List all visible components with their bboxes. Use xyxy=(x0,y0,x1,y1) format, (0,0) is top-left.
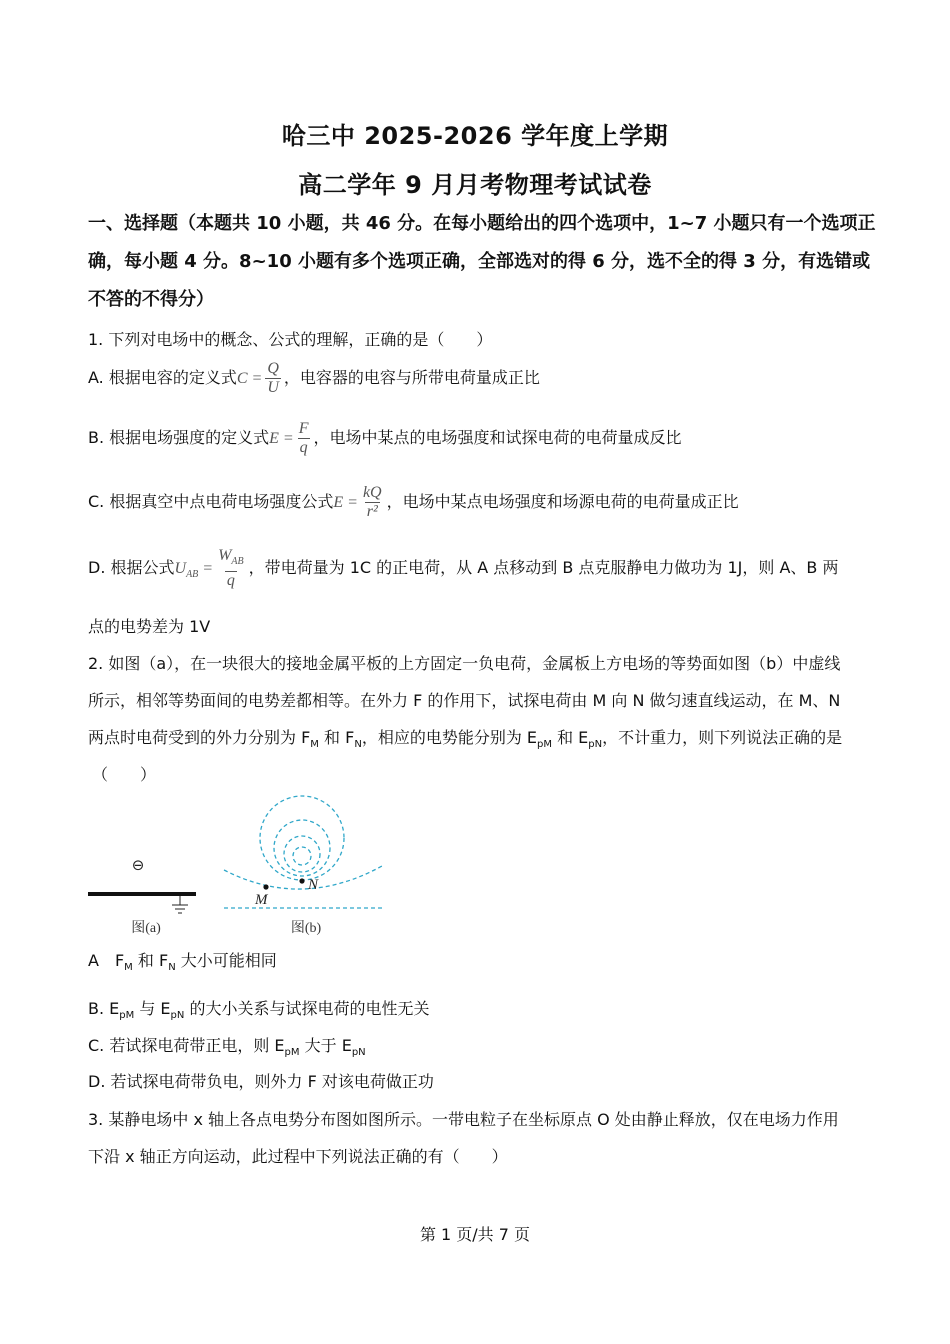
q1-b-denominator: q xyxy=(299,439,308,456)
q1-d-numerator xyxy=(216,547,246,571)
q2-option-b xyxy=(88,996,878,1021)
q1-a-numerator: Q xyxy=(267,360,279,377)
q1-stem: 1. 下列对电场中的概念、公式的理解，正确的是（ ） xyxy=(88,330,493,349)
exam-title-line2: 高二学年 9 月月考物理考试试卷 xyxy=(298,171,652,199)
q1-a-prefix: A. 根据电容的定义式 xyxy=(88,368,237,387)
figure-b-label: 图(b) xyxy=(290,921,322,936)
q1-b-numerator: F xyxy=(298,420,309,437)
q2-l3-i: ，不计重力，则下列说法正确的是 xyxy=(602,728,843,747)
q1-d-fraction xyxy=(216,547,246,590)
q2-a-sub-m: M xyxy=(124,962,133,974)
q1-b-text: ，电场中某点的电场强度和试探电荷的电荷量成反比 xyxy=(313,428,682,447)
q2-l3-g: 和 E xyxy=(552,728,589,747)
q1-a-text: ，电容器的电容与所带电荷量成正比 xyxy=(283,368,540,387)
point-m-marker xyxy=(263,884,268,889)
q2-l3-sub-m: M xyxy=(310,739,319,751)
q1-option-a xyxy=(88,360,878,397)
q1-b-prefix: B. 根据电场强度的定义式 xyxy=(88,428,270,447)
q1-option-c xyxy=(88,484,878,521)
equipotential-curve xyxy=(224,866,382,889)
point-m-label: M xyxy=(255,892,268,908)
q2-b-sub-pn: pN xyxy=(170,1010,185,1022)
q1-c-prefix: C. 根据真空中点电荷电场强度公式 xyxy=(88,492,334,511)
q2-stem-line3 xyxy=(88,725,878,750)
q3-stem-line2: 下沿 x 轴正方向运动，此过程中下列说法正确的有（ ） xyxy=(88,1147,508,1166)
q2-c-1: C. 若试探电荷带正电，则 E xyxy=(88,1036,285,1055)
q1-a-fraction xyxy=(265,360,281,397)
q2-option-d: D. 若试探电荷带负电，则外力 F 对该电荷做正功 xyxy=(88,1072,434,1091)
metal-plate xyxy=(88,892,196,896)
equipotential-circle-1 xyxy=(260,796,344,880)
q1-a-denominator: U xyxy=(267,379,279,396)
figure-a xyxy=(88,856,196,936)
q2-l3-sub-pn: pN xyxy=(588,739,603,751)
q2-a-sub-n: N xyxy=(168,962,176,974)
q2-option-a xyxy=(88,948,878,973)
q1-option-d-cont: 点的电势差为 1V xyxy=(88,617,211,636)
q2-figure xyxy=(84,792,394,942)
q1-d-formula-lhs: $U_{AB}$ = xyxy=(174,560,214,581)
q1-option-b xyxy=(88,420,878,457)
q2-option-c xyxy=(88,1033,878,1058)
q1-d-denominator: q xyxy=(226,572,235,590)
section-heading: 一、选择题（本题共 10 小题，共 46 分。在每小题给出的四个选项中，1~7 小题只有一个选项正确，每小题 4 分。8~10 小题有多个选项正确，全部选对的得 6 分，选不全的得 3 分，有选错或不答的不得分） xyxy=(88,213,876,310)
q2-stem-line2: 所示，相邻等势面间的电势差都相等。在外力 F 的作用下，试探电荷由 M 向 N 做匀速直线运动，在 M、N xyxy=(88,691,841,710)
equipotential-circle-4 xyxy=(293,847,311,865)
q2-b-sub-pm: pM xyxy=(119,1010,135,1022)
q2-l3-e: ，相应的电势能分别为 E xyxy=(361,728,538,747)
q1-d-prefix: D. 根据公式 xyxy=(88,558,175,578)
q1-c-denominator: r² xyxy=(366,503,378,520)
q2-l3-a: 两点时电荷受到的外力分别为 F xyxy=(88,728,311,747)
q2-b-1: B. E xyxy=(88,999,120,1018)
q2-c-2: 大于 E xyxy=(299,1036,352,1055)
q1-c-text: ，电场中某点电场强度和场源电荷的电荷量成正比 xyxy=(386,492,739,511)
q2-stem-line1: 2. 如图（a），在一块很大的接地金属平板的上方固定一负电荷，金属板上方电场的等势面如图（b）中虚线 xyxy=(88,654,841,673)
negative-charge-icon: ⊖ xyxy=(131,856,145,874)
q2-answer-blank: （ ） xyxy=(92,765,157,784)
q1-d-num-symbol: W xyxy=(218,547,232,564)
q2-l3-sub-pm: pM xyxy=(537,739,552,751)
equipotential-circle-2 xyxy=(274,820,330,876)
q2-a-3: 大小可能相同 xyxy=(175,951,277,970)
q2-l3-sub-n: N xyxy=(354,739,362,751)
exam-title-line1: 哈三中 2025-2026 学年度上学期 xyxy=(281,122,669,150)
q1-d-lhs-subscript: AB xyxy=(186,569,199,581)
figure-a-label: 图(a) xyxy=(131,921,161,936)
q2-l3-c: 和 F xyxy=(318,728,355,747)
figure-b xyxy=(224,796,382,908)
q2-c-sub-pn: pN xyxy=(351,1047,366,1059)
q2-c-sub-pm: pM xyxy=(284,1047,300,1059)
q2-a-2: 和 F xyxy=(132,951,169,970)
q1-d-text: ，带电荷量为 1C 的正电荷，从 A 点移动到 B 点克服静电力做功为 1J，则 A、B 两 xyxy=(248,558,839,578)
equipotential-circle-3 xyxy=(284,836,320,872)
point-n-marker xyxy=(299,878,304,883)
q1-a-formula-lhs: C = xyxy=(236,370,263,387)
q3-stem-line1: 3. 某静电场中 x 轴上各点电势分布图如图所示。一带电粒子在坐标原点 O 处由静止释放，仅在电场力作用 xyxy=(88,1110,839,1129)
point-n-label: N xyxy=(308,877,319,893)
q2-a-1: A F xyxy=(88,951,125,970)
q1-d-lhs-symbol: U xyxy=(174,560,187,578)
q1-option-d xyxy=(88,547,878,590)
q1-c-numerator: kQ xyxy=(362,484,382,501)
q1-c-fraction xyxy=(361,484,384,521)
page-footer: 第 1 页/共 7 页 xyxy=(419,1225,531,1244)
q1-c-formula-lhs: E = xyxy=(333,494,358,511)
q1-b-fraction xyxy=(297,420,311,457)
q2-b-2: 与 E xyxy=(134,999,171,1018)
q1-d-num-subscript: AB xyxy=(231,556,244,568)
q1-b-formula-lhs: E = xyxy=(269,430,294,447)
q2-b-3: 的大小关系与试探电荷的电性无关 xyxy=(184,999,430,1018)
